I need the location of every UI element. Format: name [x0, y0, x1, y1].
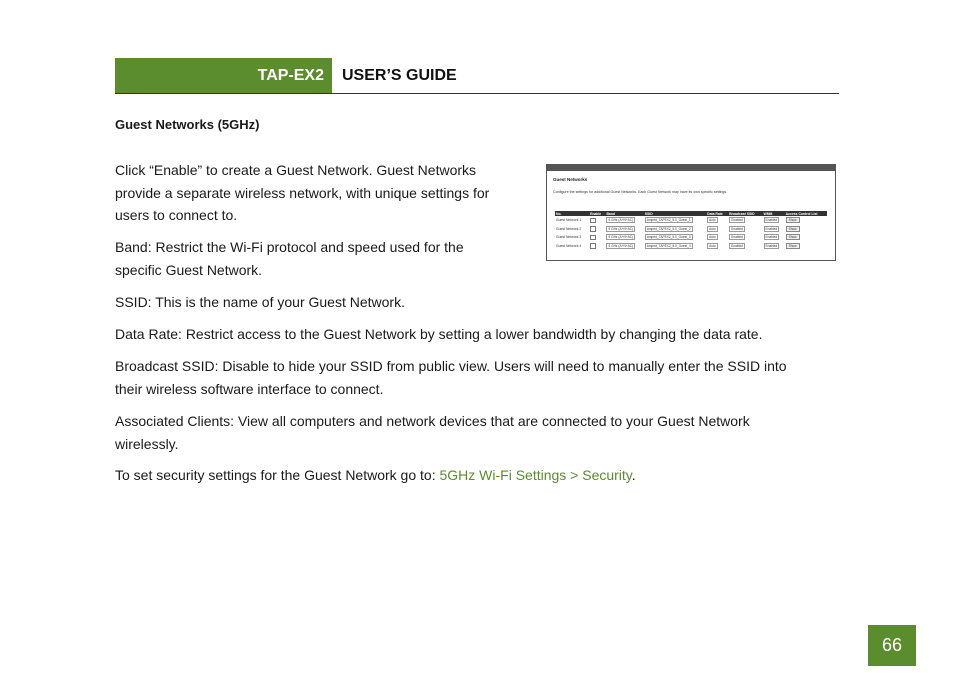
paragraph-associated-clients	[115, 410, 750, 455]
data-rate-select[interactable]: Auto	[709, 235, 716, 240]
enable-checkbox[interactable]	[590, 243, 596, 249]
security-suffix: .	[631, 467, 636, 483]
header-divider	[115, 93, 839, 94]
broadcast-line-2: their wireless software interface to connect.	[115, 380, 384, 397]
wmm-select[interactable]: Enabled	[765, 235, 778, 240]
broadcast-line-1: Broadcast SSID: Disable to hide your SSID from public view. Users will need to manually enter the SSID into	[115, 358, 787, 374]
broadcast-ssid-select[interactable]: Enabled	[731, 218, 743, 223]
ssid-input[interactable]: Amped_TAPEX2_5.0_Guest_2	[646, 226, 691, 231]
row-label: Guest Network 2	[556, 226, 582, 231]
enable-checkbox[interactable]	[590, 218, 596, 224]
guest-networks-screenshot	[546, 164, 836, 261]
col-header: Access Control List	[785, 211, 827, 216]
ssid-input[interactable]: Amped_TAPEX2_5.0_Guest_4	[646, 243, 691, 248]
col-header: WMM	[763, 211, 785, 216]
wmm-select[interactable]: Enabled	[765, 243, 778, 248]
paragraph-ssid: SSID: This is the name of your Guest Network.	[115, 294, 405, 310]
header-product-band	[115, 58, 332, 93]
band-line-1: Band: Restrict the Wi-Fi protocol and speed used for the	[115, 239, 464, 255]
enable-checkbox[interactable]	[590, 226, 596, 232]
col-header: Enable	[589, 211, 605, 216]
guest-networks-table	[555, 211, 827, 250]
security-prefix: To set security settings for the Guest Network go to:	[115, 467, 440, 483]
ssid-input[interactable]: Amped_TAPEX2_5.0_Guest_1	[646, 218, 691, 223]
band-select[interactable]: 5 GHz (A+N+AC)	[608, 243, 634, 248]
paragraph-broadcast-ssid	[115, 355, 787, 400]
clients-line-2: wirelessly.	[115, 435, 179, 452]
row-label: Guest Network 3	[556, 235, 582, 240]
band-select[interactable]: 5 GHz (A+N+AC)	[608, 235, 634, 240]
clients-line-1: Associated Clients: View all computers and network devices that are connected to your Guest Network	[115, 413, 750, 429]
paragraph-intro	[115, 159, 489, 227]
col-header: Band	[605, 211, 643, 216]
col-header: Data Rate	[706, 211, 728, 216]
section-title: Guest Networks (5GHz)	[115, 117, 260, 132]
enable-checkbox[interactable]	[590, 235, 596, 241]
table-row	[555, 242, 827, 251]
screenshot-top-bar	[547, 165, 835, 171]
band-select[interactable]: 5 GHz (A+N+AC)	[608, 218, 634, 223]
intro-line-2: provide a separate wireless network, with unique settings for	[115, 184, 490, 201]
wmm-select[interactable]: Enabled	[765, 226, 778, 231]
acl-show-button[interactable]: Show	[786, 217, 800, 223]
col-header: Broadcast SSID	[728, 211, 762, 216]
security-settings-link[interactable]: 5GHz Wi-Fi Settings > Security	[439, 467, 632, 483]
intro-line-1: Click “Enable” to create a Guest Network. Guest Networks	[115, 162, 477, 178]
acl-show-button[interactable]: Show	[786, 243, 800, 249]
row-label: Guest Network 4	[556, 243, 582, 248]
guide-title: USER’S GUIDE	[342, 67, 457, 84]
paragraph-security	[115, 464, 636, 487]
paragraph-band	[115, 236, 464, 281]
table-row	[555, 216, 827, 225]
acl-show-button[interactable]: Show	[786, 234, 800, 240]
table-row	[555, 233, 827, 242]
band-line-2: specific Guest Network.	[115, 261, 263, 278]
screenshot-title: Guest Networks	[553, 177, 588, 182]
page-number: 66	[868, 625, 916, 666]
data-rate-select[interactable]: Auto	[709, 226, 716, 231]
band-select[interactable]: 5 GHz (A+N+AC)	[608, 226, 634, 231]
broadcast-ssid-select[interactable]: Enabled	[731, 243, 743, 248]
data-rate-select[interactable]: Auto	[709, 218, 716, 223]
paragraph-data-rate: Data Rate: Restrict access to the Guest Network by setting a lower bandwidth by changing the data rate.	[115, 326, 763, 342]
col-header: No.	[555, 211, 589, 216]
ssid-input[interactable]: Amped_TAPEX2_5.0_Guest_3	[646, 235, 691, 240]
intro-line-3: users to connect to.	[115, 207, 238, 223]
col-header: SSID	[644, 211, 706, 216]
screenshot-description: Configure the settings for additional Guest Networks. Each Guest Network may have its own specific settings.	[553, 190, 728, 194]
acl-show-button[interactable]: Show	[786, 226, 800, 232]
broadcast-ssid-select[interactable]: Enabled	[731, 226, 743, 231]
product-name: TAP-EX2	[257, 66, 324, 84]
table-row	[555, 225, 827, 234]
broadcast-ssid-select[interactable]: Enabled	[731, 235, 743, 240]
wmm-select[interactable]: Enabled	[765, 218, 778, 223]
row-label: Guest Network 1	[556, 218, 582, 223]
data-rate-select[interactable]: Auto	[709, 243, 716, 248]
